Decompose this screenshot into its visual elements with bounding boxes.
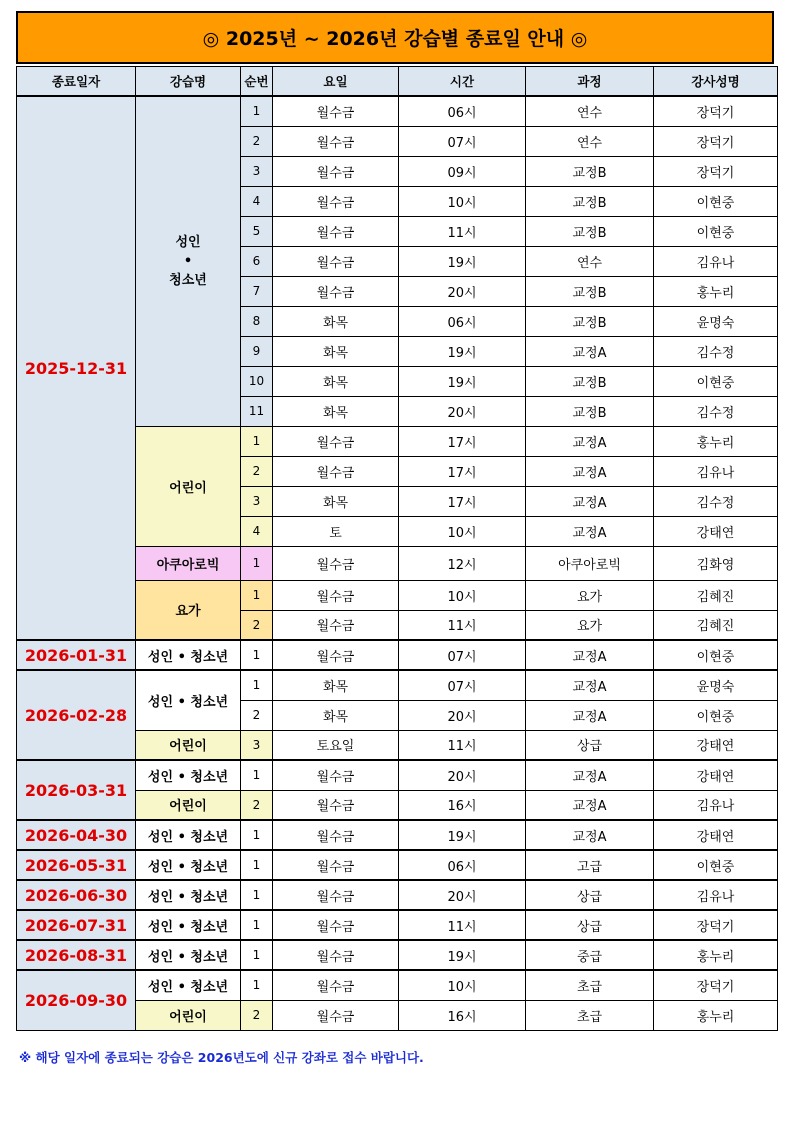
weekday-cell: 월수금 — [273, 970, 399, 1000]
header-class-name: 강습명 — [136, 67, 241, 97]
end-date-cell: 2026-06-30 — [17, 880, 136, 910]
time-cell: 17시 — [399, 486, 526, 516]
instructor-cell: 홍누리 — [654, 276, 778, 306]
time-cell: 19시 — [399, 940, 526, 970]
course-cell: 고급 — [526, 850, 654, 880]
weekday-cell: 화목 — [273, 306, 399, 336]
course-cell: 초급 — [526, 970, 654, 1000]
time-cell: 06시 — [399, 850, 526, 880]
time-cell: 19시 — [399, 336, 526, 366]
end-date-cell: 2026-01-31 — [17, 640, 136, 670]
table-row — [17, 760, 778, 790]
weekday-cell: 화목 — [273, 486, 399, 516]
end-date-cell: 2025-12-31 — [17, 96, 136, 640]
order-cell: 9 — [241, 336, 273, 366]
class-name-cell: 성인 • 청소년 — [136, 760, 241, 790]
order-cell: 2 — [241, 790, 273, 820]
header-instructor: 강사성명 — [654, 67, 778, 97]
time-cell: 06시 — [399, 306, 526, 336]
time-cell: 20시 — [399, 760, 526, 790]
course-cell: 교정A — [526, 670, 654, 700]
instructor-cell: 김혜진 — [654, 610, 778, 640]
table-row — [17, 940, 778, 970]
class-name-cell: 성인 • 청소년 — [136, 910, 241, 940]
time-cell: 11시 — [399, 216, 526, 246]
order-cell: 1 — [241, 850, 273, 880]
table-row — [17, 96, 778, 126]
course-cell: 중급 — [526, 940, 654, 970]
weekday-cell: 월수금 — [273, 126, 399, 156]
instructor-cell: 장덕기 — [654, 96, 778, 126]
weekday-cell: 월수금 — [273, 640, 399, 670]
course-cell: 교정B — [526, 306, 654, 336]
time-cell: 11시 — [399, 730, 526, 760]
order-cell: 4 — [241, 516, 273, 546]
course-cell: 연수 — [526, 246, 654, 276]
class-name-cell — [136, 96, 241, 426]
course-cell: 연수 — [526, 126, 654, 156]
weekday-cell: 월수금 — [273, 546, 399, 580]
header-time: 시간 — [399, 67, 526, 97]
instructor-cell: 홍누리 — [654, 940, 778, 970]
time-cell: 06시 — [399, 96, 526, 126]
course-cell: 요가 — [526, 580, 654, 610]
time-cell: 09시 — [399, 156, 526, 186]
schedule-table — [16, 66, 778, 1031]
class-name-cell: 어린이 — [136, 790, 241, 820]
weekday-cell: 월수금 — [273, 1000, 399, 1030]
instructor-cell: 김유나 — [654, 790, 778, 820]
instructor-cell: 이현중 — [654, 186, 778, 216]
weekday-cell: 월수금 — [273, 156, 399, 186]
time-cell: 20시 — [399, 880, 526, 910]
order-cell: 5 — [241, 216, 273, 246]
class-name-cell: 어린이 — [136, 730, 241, 760]
order-cell: 2 — [241, 456, 273, 486]
header-end-date: 종료일자 — [17, 67, 136, 97]
page-title: ◎ 2025년 ~ 2026년 강습별 종료일 안내 ◎ — [16, 11, 774, 64]
instructor-cell: 강태연 — [654, 516, 778, 546]
instructor-cell: 홍누리 — [654, 426, 778, 456]
weekday-cell: 월수금 — [273, 940, 399, 970]
end-date-cell: 2026-03-31 — [17, 760, 136, 820]
order-cell: 1 — [241, 880, 273, 910]
time-cell: 07시 — [399, 640, 526, 670]
course-cell: 아쿠아로빅 — [526, 546, 654, 580]
course-cell: 교정A — [526, 336, 654, 366]
course-cell: 교정A — [526, 486, 654, 516]
time-cell: 16시 — [399, 790, 526, 820]
course-cell: 교정A — [526, 640, 654, 670]
table-row — [17, 850, 778, 880]
order-cell: 10 — [241, 366, 273, 396]
order-cell: 3 — [241, 156, 273, 186]
course-cell: 교정B — [526, 396, 654, 426]
time-cell: 17시 — [399, 426, 526, 456]
instructor-cell: 강태연 — [654, 820, 778, 850]
order-cell: 3 — [241, 730, 273, 760]
weekday-cell: 월수금 — [273, 850, 399, 880]
time-cell: 07시 — [399, 126, 526, 156]
order-cell: 1 — [241, 940, 273, 970]
course-cell: 초급 — [526, 1000, 654, 1030]
time-cell: 19시 — [399, 246, 526, 276]
weekday-cell: 화목 — [273, 670, 399, 700]
order-cell: 1 — [241, 546, 273, 580]
table-header-row — [17, 67, 778, 97]
time-cell: 20시 — [399, 276, 526, 306]
course-cell: 교정B — [526, 156, 654, 186]
end-date-cell: 2026-07-31 — [17, 910, 136, 940]
instructor-cell: 김혜진 — [654, 580, 778, 610]
order-cell: 2 — [241, 126, 273, 156]
weekday-cell: 월수금 — [273, 760, 399, 790]
class-name-cell: 아쿠아로빅 — [136, 546, 241, 580]
time-cell: 20시 — [399, 700, 526, 730]
weekday-cell: 월수금 — [273, 580, 399, 610]
course-cell: 교정A — [526, 820, 654, 850]
class-name-cell: 성인 • 청소년 — [136, 640, 241, 670]
order-cell: 6 — [241, 246, 273, 276]
order-cell: 1 — [241, 96, 273, 126]
order-cell: 11 — [241, 396, 273, 426]
table-row — [17, 820, 778, 850]
time-cell: 11시 — [399, 610, 526, 640]
time-cell: 10시 — [399, 516, 526, 546]
class-name-cell: 성인 • 청소년 — [136, 940, 241, 970]
class-name-cell: 성인 • 청소년 — [136, 880, 241, 910]
weekday-cell: 화목 — [273, 700, 399, 730]
course-cell: 상급 — [526, 910, 654, 940]
weekday-cell: 월수금 — [273, 216, 399, 246]
weekday-cell: 월수금 — [273, 186, 399, 216]
class-name-cell: 어린이 — [136, 1000, 241, 1030]
course-cell: 교정B — [526, 186, 654, 216]
course-cell: 요가 — [526, 610, 654, 640]
time-cell: 20시 — [399, 396, 526, 426]
instructor-cell: 김유나 — [654, 880, 778, 910]
order-cell: 2 — [241, 1000, 273, 1030]
class-name-cell: 어린이 — [136, 426, 241, 546]
instructor-cell: 김수정 — [654, 336, 778, 366]
class-name-part: 청소년 — [169, 272, 207, 288]
weekday-cell: 월수금 — [273, 910, 399, 940]
instructor-cell: 이현중 — [654, 366, 778, 396]
course-cell: 교정B — [526, 216, 654, 246]
class-name-cell: 성인 • 청소년 — [136, 970, 241, 1000]
weekday-cell: 화목 — [273, 366, 399, 396]
order-cell: 1 — [241, 670, 273, 700]
order-cell: 1 — [241, 580, 273, 610]
weekday-cell: 월수금 — [273, 276, 399, 306]
instructor-cell: 강태연 — [654, 730, 778, 760]
instructor-cell: 윤명숙 — [654, 670, 778, 700]
instructor-cell: 김유나 — [654, 246, 778, 276]
instructor-cell: 김화영 — [654, 546, 778, 580]
class-name-part: 성인 — [175, 234, 201, 250]
instructor-cell: 장덕기 — [654, 910, 778, 940]
table-row — [17, 970, 778, 1000]
class-name-cell: 성인 • 청소년 — [136, 820, 241, 850]
course-cell: 교정A — [526, 426, 654, 456]
instructor-cell: 이현중 — [654, 640, 778, 670]
order-cell: 1 — [241, 820, 273, 850]
table-row — [17, 910, 778, 940]
time-cell: 17시 — [399, 456, 526, 486]
time-cell: 11시 — [399, 910, 526, 940]
course-cell: 교정A — [526, 456, 654, 486]
end-date-cell: 2026-08-31 — [17, 940, 136, 970]
order-cell: 1 — [241, 970, 273, 1000]
time-cell: 07시 — [399, 670, 526, 700]
header-course: 과정 — [526, 67, 654, 97]
weekday-cell: 월수금 — [273, 246, 399, 276]
instructor-cell: 김유나 — [654, 456, 778, 486]
class-name-cell: 요가 — [136, 580, 241, 640]
end-date-cell: 2026-09-30 — [17, 970, 136, 1030]
instructor-cell: 김수정 — [654, 396, 778, 426]
course-cell: 교정B — [526, 276, 654, 306]
order-cell: 1 — [241, 640, 273, 670]
instructor-cell: 장덕기 — [654, 970, 778, 1000]
instructor-cell: 장덕기 — [654, 156, 778, 186]
course-cell: 교정A — [526, 760, 654, 790]
course-cell: 교정B — [526, 366, 654, 396]
instructor-cell: 장덕기 — [654, 126, 778, 156]
end-date-cell: 2026-02-28 — [17, 670, 136, 760]
footer-note: ※ 해당 일자에 종료되는 강습은 2026년도에 신규 강좌로 접수 바랍니다. — [19, 1050, 424, 1065]
time-cell: 12시 — [399, 546, 526, 580]
course-cell: 교정A — [526, 516, 654, 546]
header-weekday: 요일 — [273, 67, 399, 97]
order-cell: 4 — [241, 186, 273, 216]
instructor-cell: 이현중 — [654, 850, 778, 880]
weekday-cell: 월수금 — [273, 820, 399, 850]
instructor-cell: 홍누리 — [654, 1000, 778, 1030]
time-cell: 10시 — [399, 580, 526, 610]
order-cell: 8 — [241, 306, 273, 336]
order-cell: 2 — [241, 700, 273, 730]
course-cell: 상급 — [526, 880, 654, 910]
instructor-cell: 이현중 — [654, 700, 778, 730]
order-cell: 1 — [241, 426, 273, 456]
weekday-cell: 월수금 — [273, 610, 399, 640]
time-cell: 10시 — [399, 970, 526, 1000]
table-row — [17, 640, 778, 670]
weekday-cell: 월수금 — [273, 456, 399, 486]
weekday-cell: 월수금 — [273, 790, 399, 820]
class-name-cell: 성인 • 청소년 — [136, 670, 241, 730]
time-cell: 19시 — [399, 820, 526, 850]
table-row — [17, 670, 778, 700]
weekday-cell: 화목 — [273, 396, 399, 426]
order-cell: 7 — [241, 276, 273, 306]
order-cell: 2 — [241, 610, 273, 640]
course-cell: 연수 — [526, 96, 654, 126]
table-row — [17, 880, 778, 910]
weekday-cell: 월수금 — [273, 96, 399, 126]
class-name-cell: 성인 • 청소년 — [136, 850, 241, 880]
time-cell: 19시 — [399, 366, 526, 396]
instructor-cell: 윤명숙 — [654, 306, 778, 336]
course-cell: 상급 — [526, 730, 654, 760]
weekday-cell: 월수금 — [273, 880, 399, 910]
course-cell: 교정A — [526, 790, 654, 820]
end-date-cell: 2026-04-30 — [17, 820, 136, 850]
weekday-cell: 토 — [273, 516, 399, 546]
instructor-cell: 김수정 — [654, 486, 778, 516]
header-order: 순번 — [241, 67, 273, 97]
order-cell: 1 — [241, 760, 273, 790]
course-cell: 교정A — [526, 700, 654, 730]
instructor-cell: 이현중 — [654, 216, 778, 246]
time-cell: 10시 — [399, 186, 526, 216]
order-cell: 3 — [241, 486, 273, 516]
time-cell: 16시 — [399, 1000, 526, 1030]
end-date-cell: 2026-05-31 — [17, 850, 136, 880]
weekday-cell: 월수금 — [273, 426, 399, 456]
instructor-cell: 강태연 — [654, 760, 778, 790]
weekday-cell: 화목 — [273, 336, 399, 366]
order-cell: 1 — [241, 910, 273, 940]
weekday-cell: 토요일 — [273, 730, 399, 760]
class-name-part: • — [183, 253, 193, 269]
